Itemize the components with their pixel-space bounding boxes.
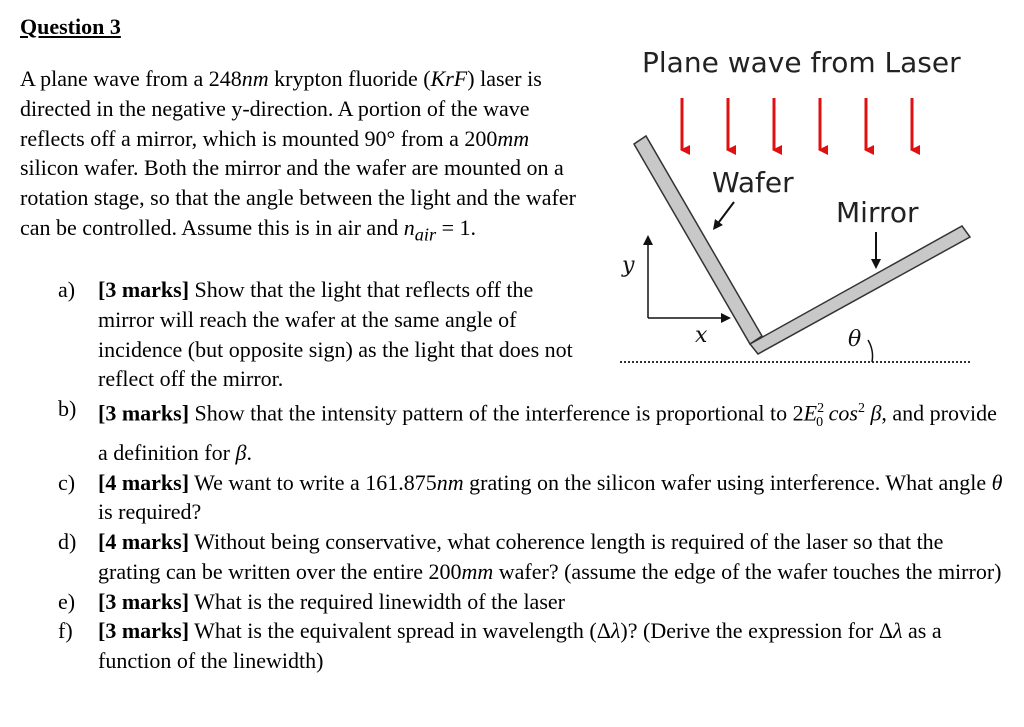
item-a: a) [3 marks] Show that the light that reflects off the mirror will reach the wafer at the same angle of incidence (but opposite sign) as the light that does not reflect off the mirror. [58, 277, 573, 392]
wafer-mirror-diagram [600, 40, 1000, 380]
item-c: c) [4 marks] We want to write a 161.875nm grating on the silicon wafer using interference. What angle θ is required? [58, 469, 1003, 525]
item-b: b) [3 marks] Show that the intensity pattern of the interference is proportional to $2E^2_0$ $\cos^2 \beta$, and provide a definition for β. [58, 396, 997, 465]
item-e: e) [3 marks] What is the required linewidth of the laser [58, 588, 565, 614]
item-f: f) [3 marks] What is the equivalent spread in wavelength (Δλ)? (Derive the expression for Δλ as a function of the linewidth) [58, 618, 942, 674]
mirror-label: Mirror [836, 196, 919, 229]
laser-arrows [682, 98, 912, 150]
laser-label: Plane wave from Laser [642, 46, 961, 79]
wafer-label: Wafer [712, 166, 794, 199]
y-axis-label: y [622, 253, 635, 278]
x-axis-label: x [695, 323, 708, 348]
theta-arc [868, 340, 873, 362]
item-d: d) [4 marks] Without being conservative, what coherence length is required of the laser so that the grating can be written over the entire 200mm wafer? (assume the edge of the wafer touches the mirror) [58, 529, 1002, 584]
wafer-pointer [716, 202, 734, 226]
question-title: Question 3 [20, 14, 121, 39]
intro-paragraph: A plane wave from a 248nm krypton fluoride (KrF) laser is directed in the negative y-direction. A portion of the wave reflects off a mirror, which is mounted 90° from a 200mm silicon wafer. Both the mirror and the wafer are mounted on a rotation stage, so that the angle between the light and the wafer can be controlled. Assume this is in air and $n_{air} = 1$. [20, 66, 576, 245]
theta-label: θ [848, 327, 862, 352]
